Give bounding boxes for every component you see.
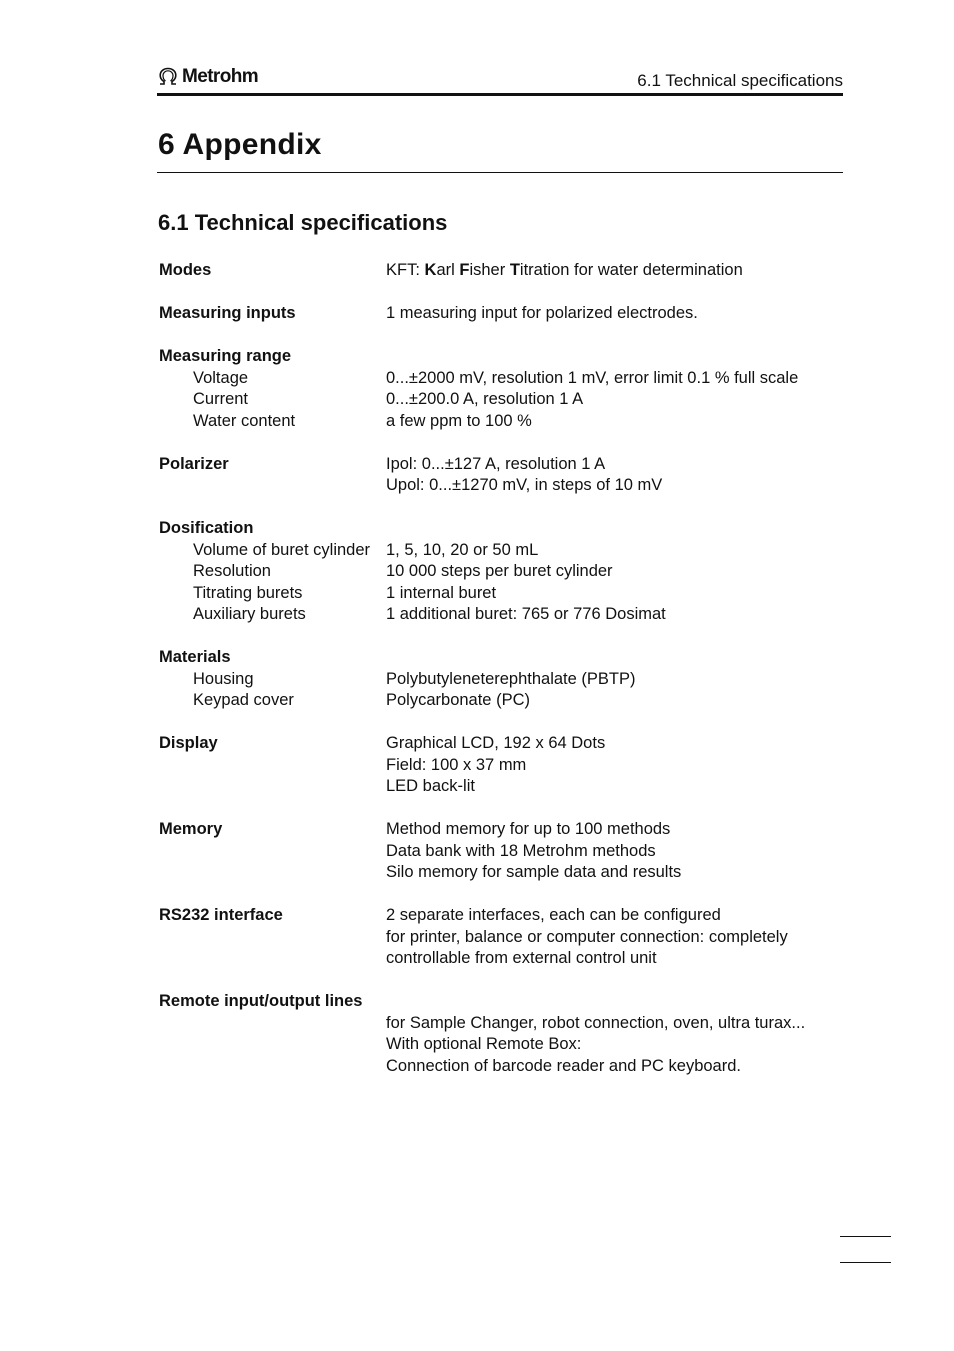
page-header: [157, 64, 843, 94]
spec-label: RS232 interface: [159, 906, 283, 924]
spec-row: [159, 755, 849, 777]
spec-row: [159, 669, 849, 691]
spec-value: With optional Remote Box:: [386, 1035, 582, 1053]
spec-value: Polybutyleneterephthalate (PBTP): [386, 669, 636, 688]
spec-row: [159, 260, 849, 282]
spec-row: [159, 647, 849, 669]
spec-row: [159, 1034, 849, 1056]
modes-f: F: [459, 261, 470, 279]
section-title: 6.1 Technical specifications: [158, 210, 448, 235]
spec-label: Memory: [159, 820, 223, 838]
chapter-title: 6 Appendix: [158, 128, 322, 161]
spec-sublabel: Keypad cover: [193, 691, 294, 709]
spec-value: Polycarbonate (PC): [386, 691, 530, 709]
metrohm-logo: [157, 66, 258, 88]
spec-rs232: [159, 905, 849, 970]
spec-row: [159, 776, 849, 798]
spec-value: Field: 100 x 37 mm: [386, 755, 527, 774]
spec-label: Measuring range: [159, 347, 292, 365]
spec-display: [159, 733, 849, 798]
spec-row: [159, 389, 849, 411]
spec-row: [159, 948, 849, 970]
spec-value: Data bank with 18 Metrohm methods: [386, 841, 656, 860]
spec-value: 2 separate interfaces, each can be configured: [386, 906, 721, 924]
spec-label: Remote input/output lines: [159, 992, 363, 1010]
spec-materials: [159, 647, 849, 712]
spec-sublabel: Voltage: [193, 368, 249, 387]
spec-row: [159, 991, 849, 1013]
spec-row: [159, 1056, 849, 1078]
spec-remote: [159, 991, 849, 1077]
spec-row: [159, 368, 849, 390]
spec-value: 1 additional buret: 765 or 776 Dosimat: [386, 605, 666, 623]
spec-dosification: [159, 518, 849, 626]
spec-label: Modes: [159, 261, 212, 279]
spec-row: [159, 346, 849, 368]
spec-row: [159, 862, 849, 884]
spec-value: 1 measuring input for polarized electrodes.: [386, 304, 698, 322]
chapter-rule: [157, 172, 843, 173]
modes-k-rest: arl: [436, 261, 460, 279]
spec-memory: [159, 819, 849, 884]
spec-row: [159, 583, 849, 605]
spec-sublabel: Water content: [193, 411, 296, 430]
spec-row: [159, 841, 849, 863]
spec-row: [159, 733, 849, 755]
spec-label: Materials: [159, 648, 231, 666]
spec-measuring-range: [159, 346, 849, 432]
spec-row: [159, 561, 849, 583]
spec-value: Connection of barcode reader and PC keyboard.: [386, 1056, 741, 1075]
page-number-rule-top: [840, 1236, 891, 1237]
spec-value: Method memory for up to 100 methods: [386, 820, 671, 838]
spec-row: [159, 819, 849, 841]
logo-text: Metrohm: [182, 66, 259, 87]
spec-value: 0...±2000 mV, resolution 1 mV, error limit 0.1 % full scale: [386, 368, 799, 387]
spec-polarizer: [159, 454, 849, 497]
spec-row: [159, 475, 849, 497]
modes-prefix: KFT:: [386, 261, 425, 279]
spec-row: [159, 454, 849, 476]
spec-sublabel: Current: [193, 390, 249, 408]
spec-sublabel: Auxiliary burets: [193, 605, 306, 623]
spec-value: 1, 5, 10, 20 or 50 mL: [386, 540, 539, 559]
spec-value: Graphical LCD, 192 x 64 Dots: [386, 734, 606, 752]
spec-row: [159, 905, 849, 927]
spec-row: [159, 411, 849, 433]
modes-t-rest: itration for water determination: [519, 261, 743, 279]
header-rule: [157, 93, 843, 96]
spec-table: [159, 260, 849, 1099]
modes-f-rest: isher: [469, 261, 510, 279]
spec-value: LED back-lit: [386, 777, 475, 795]
spec-row: [159, 690, 849, 712]
spec-value: for printer, balance or computer connection: completely: [386, 927, 788, 946]
spec-sublabel: Resolution: [193, 562, 271, 580]
spec-modes: [159, 260, 849, 282]
spec-value: 10 000 steps per buret cylinder: [386, 562, 613, 580]
spec-label: Dosification: [159, 519, 254, 537]
spec-value: Ipol: 0...±127 A, resolution 1 A: [386, 454, 606, 473]
omega-logo-icon: [157, 67, 179, 87]
spec-row: [159, 540, 849, 562]
spec-sublabel: Housing: [193, 669, 254, 688]
spec-row: [159, 927, 849, 949]
spec-value: 0...±200.0 A, resolution 1 A: [386, 390, 584, 408]
spec-label: Polarizer: [159, 454, 229, 473]
spec-value: controllable from external control unit: [386, 949, 657, 967]
spec-sublabel: Volume of buret cylinder: [193, 540, 371, 559]
spec-row: [159, 1013, 849, 1035]
spec-row: [159, 303, 849, 325]
spec-value: a few ppm to 100 %: [386, 411, 532, 430]
running-header-title: 6.1 Technical specifications: [637, 71, 843, 90]
spec-value: Silo memory for sample data and results: [386, 863, 682, 881]
spec-value: 1 internal buret: [386, 583, 497, 602]
spec-label: Display: [159, 734, 218, 752]
spec-measuring-inputs: [159, 303, 849, 325]
spec-row: [159, 518, 849, 540]
modes-k: K: [424, 261, 437, 279]
modes-t: T: [509, 261, 520, 279]
spec-label: Measuring inputs: [159, 304, 296, 322]
spec-value: Upol: 0...±1270 mV, in steps of 10 mV: [386, 476, 663, 494]
spec-row: [159, 604, 849, 626]
spec-sublabel: Titrating burets: [193, 583, 303, 602]
page-number-rule-bottom: [840, 1262, 891, 1263]
spec-value: for Sample Changer, robot connection, oven, ultra turax...: [386, 1013, 806, 1032]
spec-value: [386, 260, 743, 282]
